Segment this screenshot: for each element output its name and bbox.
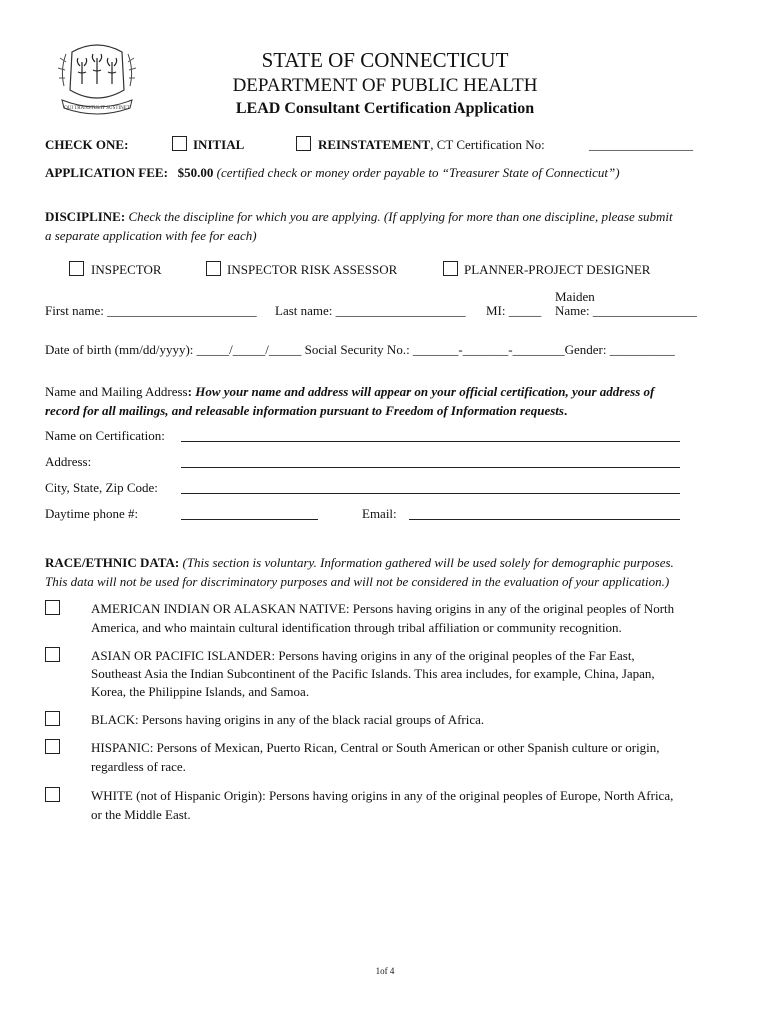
- phone-label: Daytime phone #:: [45, 506, 139, 521]
- initial-label: INITIAL: [193, 137, 245, 152]
- race-note-line1: (This section is voluntary. Information gathered will be used solely for demographic purposes.: [182, 555, 674, 570]
- maiden-name-field[interactable]: Name: ________________: [555, 303, 697, 318]
- mailing-label: Name and Mailing Address: [45, 384, 188, 399]
- application-fee: [45, 165, 620, 181]
- race-option-american-indian-line1: AMERICAN INDIAN OR ALASKAN NATIVE: Persons having origins in any of the original peoples of North: [91, 601, 675, 616]
- discipline-label: DISCIPLINE:: [45, 209, 126, 224]
- form-title: LEAD Consultant Certification Application: [235, 100, 535, 117]
- discipline-line2: a separate application with fee for each): [45, 228, 257, 243]
- race-option-asian-line1: ASIAN OR PACIFIC ISLANDER: Persons having origins in any of the original peoples of the Far East,: [91, 648, 635, 663]
- address-input[interactable]: [181, 467, 680, 468]
- last-name-field[interactable]: Last name: ____________________: [275, 303, 466, 318]
- department-title: DEPARTMENT OF PUBLIC HEALTH: [232, 75, 538, 96]
- race-checkbox-white[interactable]: [45, 787, 60, 802]
- race-option-american-indian-line2: America, and who maintain cultural identification through tribal affiliation or community recognition.: [91, 620, 622, 635]
- race-option-white-line2: or the Middle East.: [91, 807, 191, 822]
- inspector-label: INSPECTOR: [91, 262, 162, 277]
- fee-note: (certified check or money order payable to “Treasurer State of Connecticut”): [216, 165, 620, 180]
- mailing-note-line2: record for all mailings, and releasable information pursuant to Freedom of Information requests: [45, 403, 564, 418]
- mi-field[interactable]: MI: _____: [486, 303, 542, 318]
- risk-assessor-label: INSPECTOR RISK ASSESSOR: [227, 262, 398, 277]
- race-option-asian-line2: Southeast Asia the Indian Subcontinent of the Pacific Islands. This area includes, for example, China, Japan,: [91, 666, 655, 681]
- race-option-black-line1: BLACK: Persons having origins in any of the black racial groups of Africa.: [91, 712, 485, 727]
- email-label: Email:: [362, 506, 397, 521]
- race-instructions: [45, 555, 674, 571]
- race-checkbox-asian[interactable]: [45, 647, 60, 662]
- race-label: RACE/ETHNIC DATA:: [45, 555, 180, 570]
- name-on-cert-label: Name on Certification:: [45, 428, 165, 443]
- cert-no-field[interactable]: ________________: [589, 137, 693, 152]
- race-option-asian-line3: Korea, the Philippine Islands, and Samoa.: [91, 684, 310, 699]
- race-checkbox-black[interactable]: [45, 711, 60, 726]
- race-checkbox-american-indian[interactable]: [45, 600, 60, 615]
- fee-label: APPLICATION FEE:: [45, 165, 168, 180]
- race-option-hispanic-line2: regardless of race.: [91, 759, 186, 774]
- race-option-hispanic-line1: HISPANIC: Persons of Mexican, Puerto Rican, Central or South American or other Spanish culture or origin,: [91, 740, 660, 755]
- reinstatement-label: [318, 137, 545, 153]
- mailing-period: .: [563, 403, 568, 418]
- page-number: 1of 4: [375, 966, 395, 976]
- discipline-instructions: [45, 209, 673, 225]
- dob-ssn-gender-row[interactable]: Date of birth (mm/dd/yyyy): _____/_____/_____ Social Security No.: _______-_______-________Gender: __________: [45, 342, 675, 357]
- reinstatement-checkbox[interactable]: [296, 136, 311, 151]
- discipline-line1: Check the discipline for which you are applying. (If applying for more than one discipline, please submit: [128, 209, 673, 224]
- mailing-note-line2-wrap: [45, 403, 567, 419]
- planner-checkbox[interactable]: [443, 261, 458, 276]
- svg-text:QUI TRANSTULIT SUSTINET: QUI TRANSTULIT SUSTINET: [64, 106, 130, 111]
- city-state-zip-label: City, State, Zip Code:: [45, 480, 158, 495]
- fee-amount: $50.00: [177, 165, 214, 180]
- first-name-field[interactable]: First name: _______________________: [45, 303, 257, 318]
- cert-no-label: , CT Certification No:: [430, 137, 545, 152]
- email-input[interactable]: [409, 519, 680, 520]
- mailing-instructions: [45, 384, 654, 400]
- reinstatement-text: REINSTATEMENT: [318, 137, 431, 152]
- check-one-label: CHECK ONE:: [45, 137, 129, 152]
- mailing-note-line1: How your name and address will appear on your official certification, your address of: [195, 384, 655, 399]
- planner-label: PLANNER-PROJECT DESIGNER: [464, 262, 651, 277]
- maiden-label: Maiden: [555, 289, 595, 304]
- address-label: Address:: [45, 454, 92, 469]
- mailing-colon: :: [187, 384, 192, 399]
- state-title: STATE OF CONNECTICUT: [261, 48, 509, 72]
- race-checkbox-hispanic[interactable]: [45, 739, 60, 754]
- city-state-zip-input[interactable]: [181, 493, 680, 494]
- risk-assessor-checkbox[interactable]: [206, 261, 221, 276]
- race-option-white-line1: WHITE (not of Hispanic Origin): Persons having origins in any of the original peoples of Europe, North Africa,: [91, 788, 674, 803]
- inspector-checkbox[interactable]: [69, 261, 84, 276]
- race-note-line2: This data will not be used for discriminatory purposes and will not be considered in the evaluation of your application.): [45, 574, 670, 589]
- name-on-cert-input[interactable]: [181, 441, 680, 442]
- initial-checkbox[interactable]: [172, 136, 187, 151]
- phone-input[interactable]: [181, 519, 318, 520]
